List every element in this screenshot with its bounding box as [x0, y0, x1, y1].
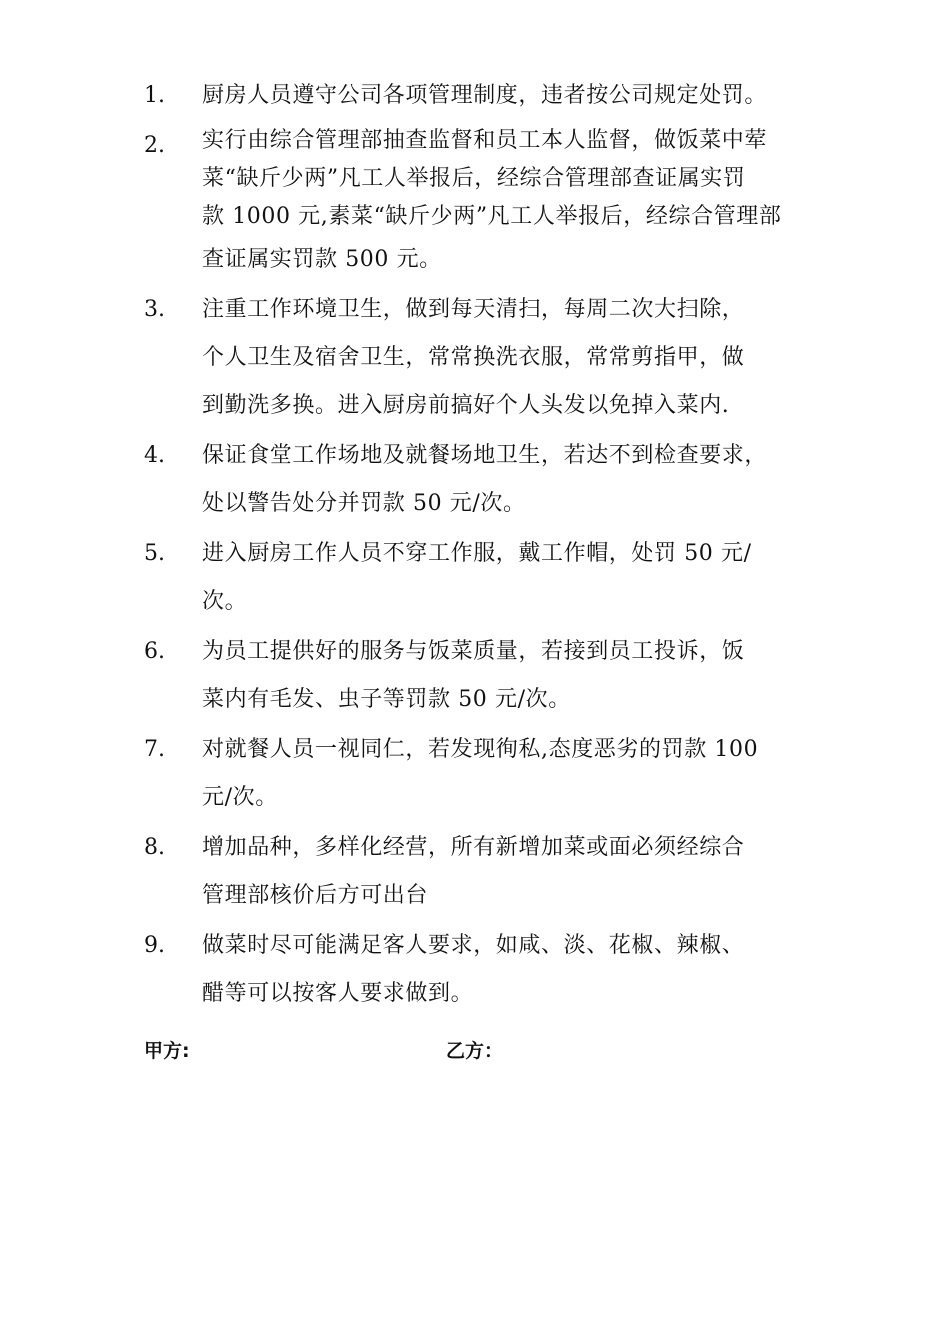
rule-item-3 [144, 286, 844, 430]
rule-number: 3. [144, 297, 165, 322]
signature-row [144, 1036, 844, 1072]
rule-line: 对就餐人员一视同仁，若发现徇私,态度恶劣的罚款 100 [202, 737, 759, 762]
rule-item-4 [144, 432, 844, 528]
rule-text [202, 122, 838, 284]
rule-line: 菜“缺斤少两”凡工人举报后，经综合管理部查证属实罚 [202, 166, 746, 191]
rule-number: 7. [144, 737, 165, 762]
rule-number: 6. [144, 639, 165, 664]
rule-list [144, 72, 844, 1020]
rule-line: 个人卫生及宿舍卫生，常常换洗衣服，常常剪指甲，做 [202, 345, 745, 370]
rule-number: 5. [144, 541, 165, 566]
rule-item-5 [144, 530, 844, 626]
rule-text [202, 530, 838, 626]
party-b-label: 乙方： [446, 1040, 504, 1062]
rule-item-6 [144, 628, 844, 724]
rule-line: 查证属实罚款 500 元。 [202, 247, 442, 272]
rule-line: 次。 [202, 589, 248, 614]
rule-line: 增加品种，多样化经营，所有新增加菜或面必须经综合 [202, 835, 745, 860]
rule-line: 保证食堂工作场地及就餐场地卫生，若达不到检查要求， [202, 443, 768, 468]
rule-number: 9. [144, 933, 165, 958]
rule-line: 进入厨房工作人员不穿工作服，戴工作帽，处罚 50 元/ [202, 541, 752, 566]
rule-line: 醋等可以按客人要求做到。 [202, 981, 474, 1006]
rule-text [202, 432, 838, 528]
rule-text [202, 726, 838, 822]
rule-line: 管理部核价后方可出台 [202, 883, 429, 908]
rule-item-9 [144, 922, 844, 1018]
rule-line: 厨房人员遵守公司各项管理制度，违者按公司规定处罚。 [202, 83, 768, 108]
rule-item-7 [144, 726, 844, 822]
rule-line: 为员工提供好的服务与饭菜质量，若接到员工投诉，饭 [202, 639, 745, 664]
rule-text [202, 922, 838, 1018]
rule-line: 做菜时尽可能满足客人要求，如咸、淡、花椒、辣椒、 [202, 933, 745, 958]
rule-text [202, 824, 838, 920]
rule-line: 菜内有毛发、虫子等罚款 50 元/次。 [202, 687, 571, 712]
rule-number: 1. [144, 83, 165, 108]
rule-number: 2. [144, 133, 165, 158]
rule-item-8 [144, 824, 844, 920]
rule-item-1 [144, 72, 844, 120]
rule-line: 实行由综合管理部抽查监督和员工本人监督，做饭菜中荤 [202, 128, 768, 153]
rule-number: 4. [144, 443, 165, 468]
rule-text [202, 286, 838, 430]
rule-text [202, 72, 838, 120]
rule-line: 款 1000 元,素菜“缺斤少两”凡工人举报后，经综合管理部 [202, 204, 782, 229]
rule-item-2 [144, 122, 844, 284]
rule-line: 到勤洗多换。进入厨房前搞好个人头发以免掉入菜内. [202, 393, 730, 418]
rule-number: 8. [144, 835, 165, 860]
rule-line: 处以警告处分并罚款 50 元/次。 [202, 491, 526, 516]
rule-line: 注重工作环境卫生，做到每天清扫，每周二次大扫除， [202, 297, 745, 322]
rule-text [202, 628, 838, 724]
rule-line: 元/次。 [202, 785, 278, 810]
party-a-label: 甲方: [144, 1040, 190, 1062]
